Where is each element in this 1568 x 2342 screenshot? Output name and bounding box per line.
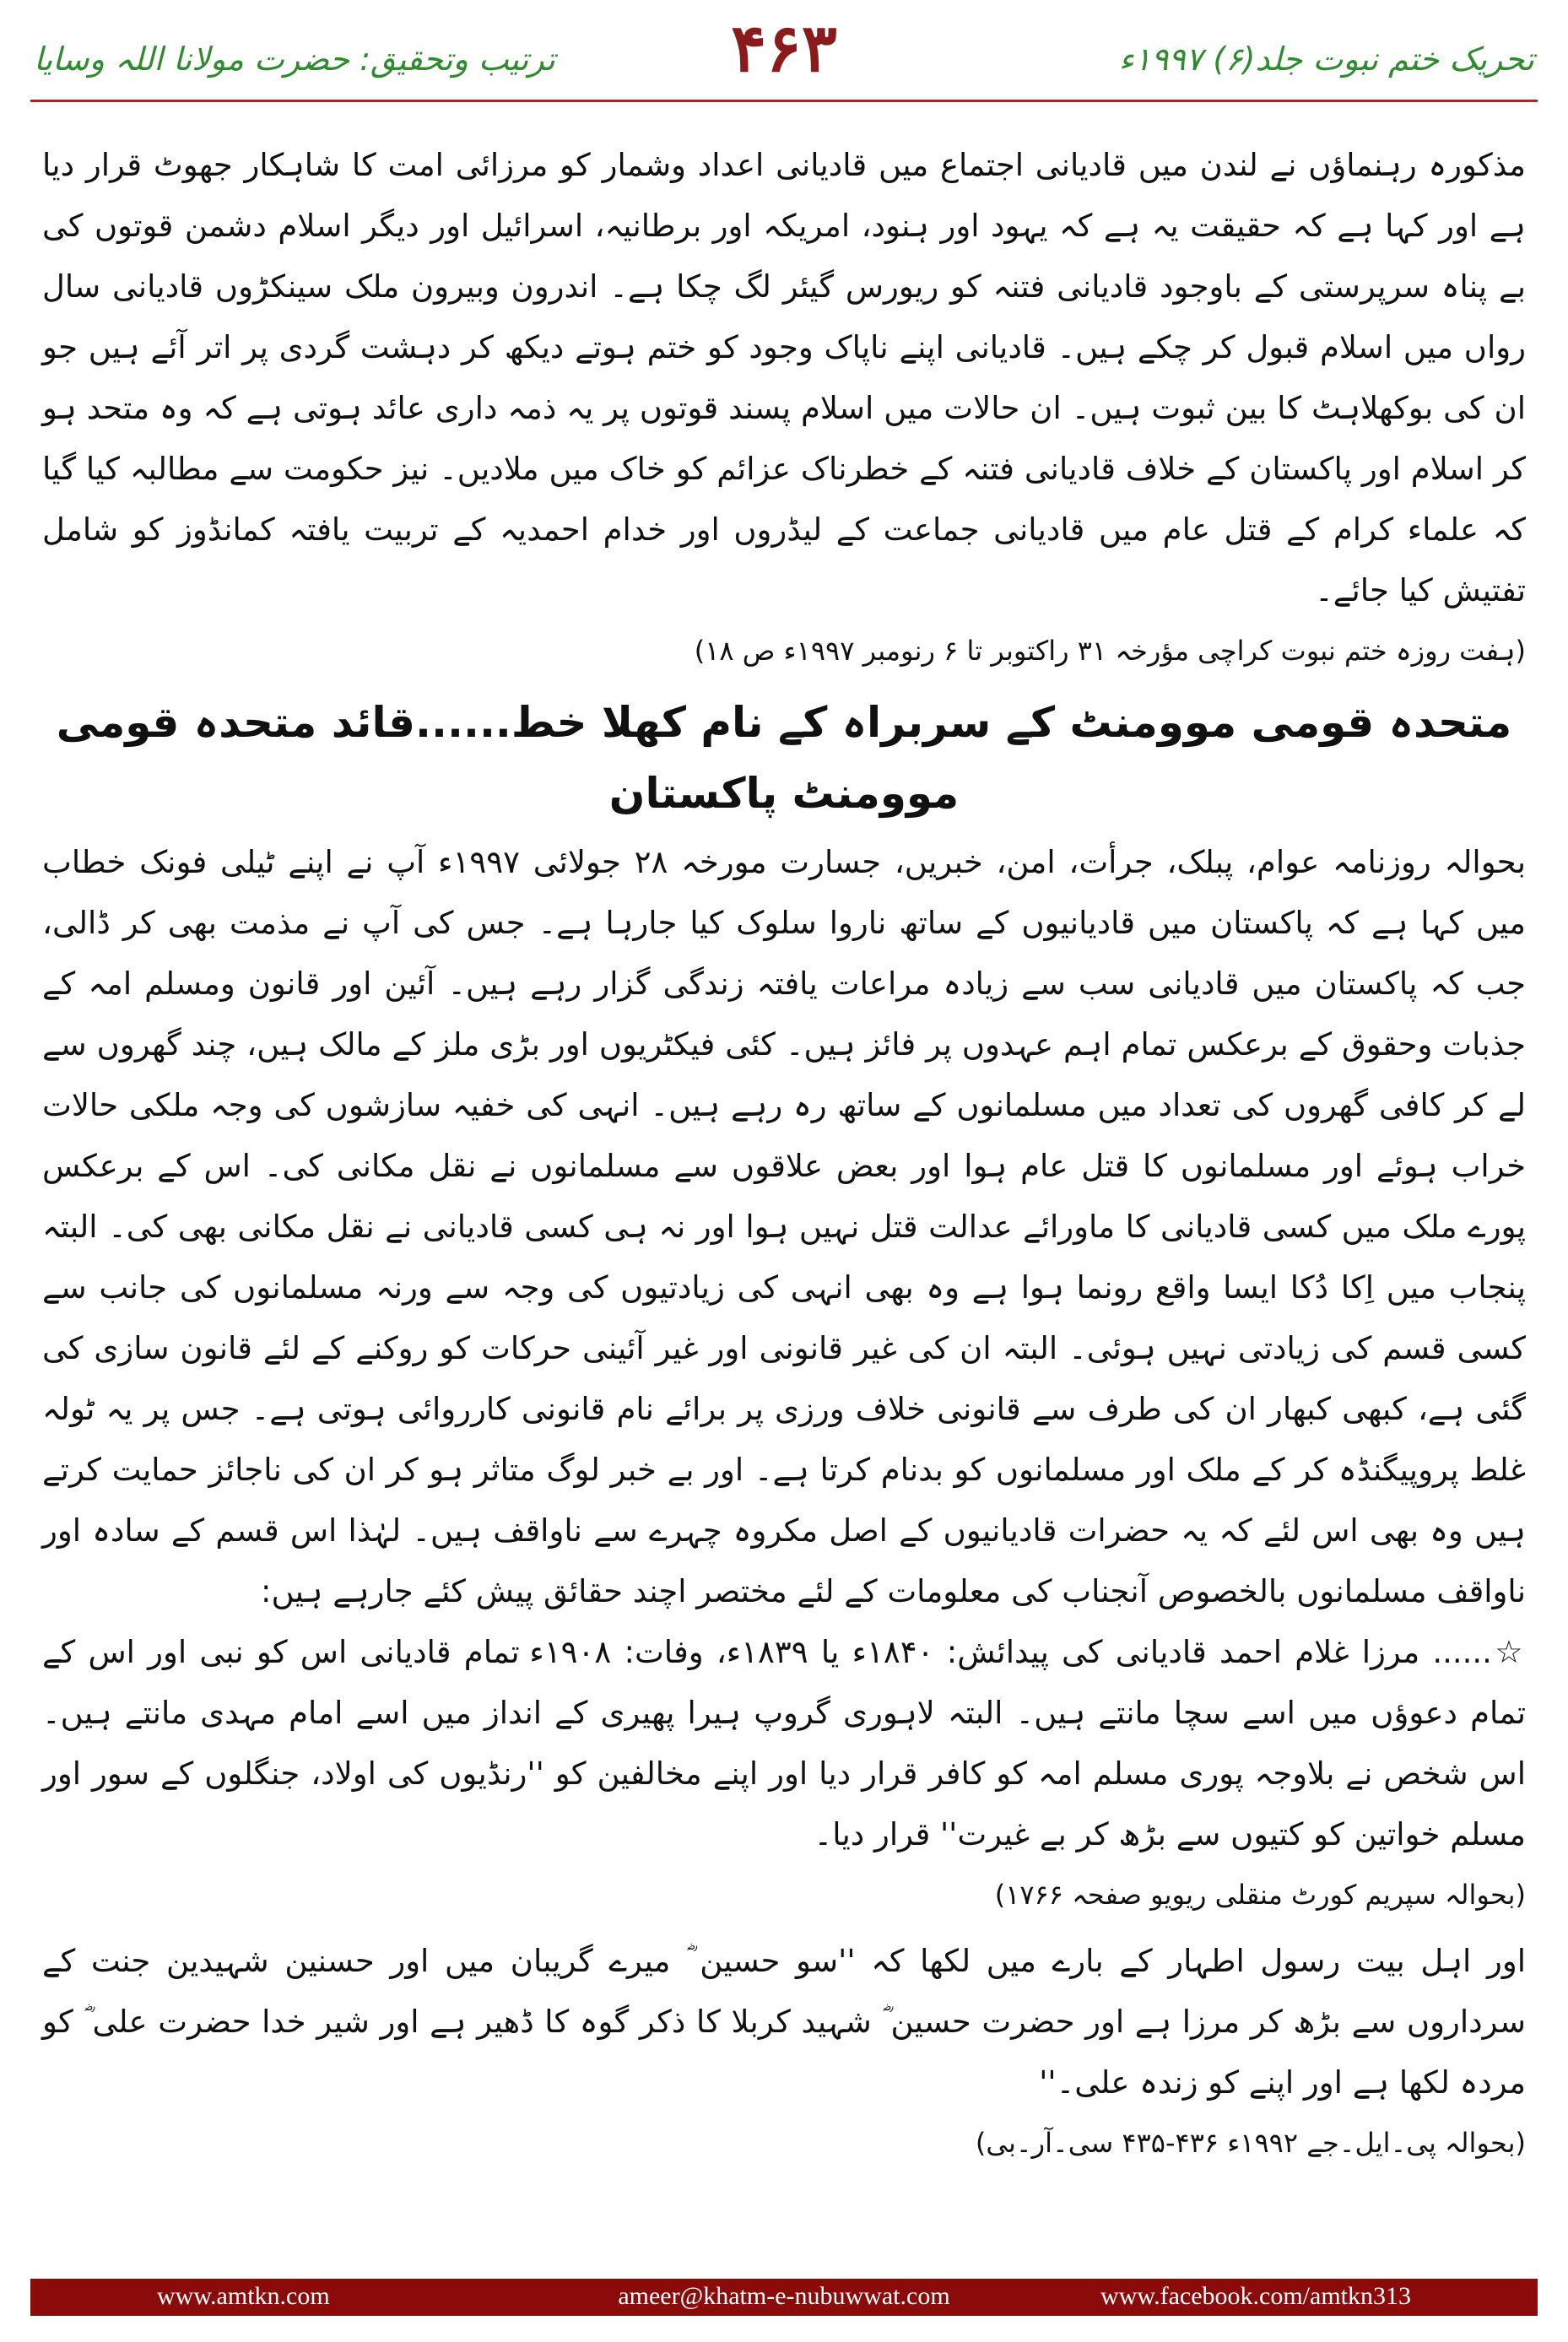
star-bullet: ☆...... xyxy=(1432,1634,1526,1670)
header-rule xyxy=(30,100,1538,102)
footer-email-link[interactable]: ameer@khatm-e-nubuwwat.com xyxy=(618,2282,950,2310)
paragraph-3 xyxy=(42,1622,1526,1865)
section-heading: متحدہ قومی موومنٹ کے سربراہ کے نام کھلا خط......قائد متحدہ قومی موومنٹ پاکستان xyxy=(56,698,1512,818)
page-footer xyxy=(30,2279,1538,2316)
footer-facebook-link[interactable]: www.facebook.com/amtkn313 xyxy=(1100,2282,1411,2310)
page-body xyxy=(42,135,1526,2179)
paragraph-2: بحوالہ روزنامہ عوام، پبلک، جرأت، امن، خبریں، جسارت مورخہ ۲۸ جولائی ۱۹۹۷ء آپ نے اپنے ٹیلی فونک خطاب میں کہا ہے کہ پاکستان میں قادیانیوں کے ساتھ ناروا سلوک کیا جارہا ہے۔ جس کی آپ نے مذمت بھی کر ڈالی، جب کہ پاکستان میں قادیانی سب سے زیادہ مراعات یافتہ زندگی گزار رہے ہیں۔ آئین اور قانون ومسلم امہ کے جذبات وحقوق کے برعکس تمام اہم عہدوں پر فائز ہیں۔ کئی فیکٹریوں اور بڑی ملز کے مالک ہیں، چند گھروں سے لے کر کافی گھروں کی تعداد میں مسلمانوں کے ساتھ رہ رہے ہیں۔ انہی کی خفیہ سازشوں کی وجہ ملکی حالات خراب ہوئے اور مسلمانوں کا قتل عام ہوا اور بعض علاقوں سے مسلمانوں نے نقل مکانی کی۔ اس کے برعکس پورے ملک میں کسی قادیانی کا ماورائے عدالت قتل نہیں ہوا اور نہ ہی کسی قادیانی نے نقل مکانی بھی کی۔ البتہ پنجاب میں اِکا دُکا ایسا واقع رونما ہوا ہے وہ بھی انہی کی زیادتیوں کی وجہ سے ورنہ مسلمانوں کی جانب سے کسی قسم کی زیادتی نہیں ہوئی۔ البتہ ان کی غیر قانونی اور غیر آئینی حرکات کو روکنے کے لئے قانون سازی کی گئی ہے، کبھی کبھار ان کی طرف سے قانونی خلاف ورزی پر برائے نام قانونی کارروائی ہوتی ہے۔ جس پر یہ ٹولہ غلط پروپیگنڈہ کر کے ملک اور مسلمانوں کو بدنام کرتا ہے۔ اور بے خبر لوگ متاثر ہو کر ان کی ناجائز حمایت کرتے ہیں وہ بھی اس لئے کہ یہ حضرات قادیانیوں کے اصل مکروہ چہرے سے ناواقف ہیں۔ لہٰذا اس قسم کے سادہ اور ناواقف مسلمانوں بالخصوص آنجناب کی معلومات کے لئے مختصر اچند حقائق پیش کئے جارہے ہیں: xyxy=(42,844,1526,1609)
paragraph-1: مذکورہ رہنماؤں نے لندن میں قادیانی اجتماع میں قادیانی اعداد وشمار کو مرزائی امت کا شاہکار جھوٹ قرار دیا ہے اور کہا ہے کہ حقیقت یہ ہے کہ یہود اور ہنود، امریکہ اور برطانیہ، اسرائیل اور دیگر اسلام دشمن قوتوں کی بے پناہ سرپرستی کے باوجود قادیانی فتنہ کو ریورس گیئر لگ چکا ہے۔ اندرون وبیرون ملک سینکڑوں قادیانی سال رواں میں اسلام قبول کر چکے ہیں۔ قادیانی اپنے ناپاک وجود کو ختم ہوتے دیکھ کر دہشت گردی پر اتر آئے ہیں جو ان کی بوکھلاہٹ کا بین ثبوت ہیں۔ ان حالات میں اسلام پسند قوتوں پر یہ ذمہ داری عائد ہوتی ہے کہ وہ متحد ہو کر اسلام اور پاکستان کے خلاف قادیانی فتنہ کے خطرناک عزائم کو خاک میں ملادیں۔ نیز حکومت سے مطالبہ کیا گیا کہ علماء کرام کے قتل عام میں قادیانی جماعت کے لیڈروں اور خدام احمدیہ کے تربیت یافتہ کمانڈوز کو شامل تفتیش کیا جائے۔ xyxy=(42,147,1526,608)
citation-2: (بحوالہ سپریم کورٹ منقلی ریویو صفحہ ۱۷۶۶) xyxy=(994,1879,1526,1911)
page-number: ۴۶۳ xyxy=(731,10,837,87)
footer-website-link[interactable]: www.amtkn.com xyxy=(157,2282,330,2310)
citation-3: (بحوالہ پی۔ایل۔جے ۱۹۹۲ء ۴۳۶-۴۳۵ سی۔آر۔بی) xyxy=(975,2127,1526,2159)
citation-1: (ہفت روزہ ختم نبوت کراچی مؤرخہ ۳۱ راکتوبر تا ۶ رنومبر ۱۹۹۷ء ص ۱۸) xyxy=(694,635,1526,667)
header-book-title: تحریک ختم نبوت جلد(۶) ۱۹۹۷ء xyxy=(1118,41,1534,78)
header-compiler-credit: ترتیب وتحقیق: حضرت مولانا اللہ وسایا xyxy=(34,41,555,78)
paragraph-4: اور اہل بیت رسول اطہار کے بارے میں لکھا کہ ''سو حسین ؓ میرے گریبان میں اور حسنین شہیدین جنت کے سرداروں سے بڑھ کر مرزا ہے اور حضرت حسین ؓ شہید کربلا کا ذکر گوہ کا ڈھیر ہے اور شیر خدا حضرت علی ؓ کو مردہ لکھا ہے اور اپنے کو زندہ علی۔'' xyxy=(42,1943,1526,2101)
paragraph-3-text: مرزا غلام احمد قادیانی کی پیدائش: ۱۸۴۰ء یا ۱۸۳۹ء، وفات: ۱۹۰۸ء تمام قادیانی اس کو نبی اور اس کے تمام دعوؤں میں اسے سچا مانتے ہیں۔ البتہ لاہوری گروپ ہیرا پھیری کے انداز میں اسے امام مہدی مانتے ہیں۔ اس شخص نے بلاوجہ پوری مسلم امہ کو کافر قرار دیا اور اپنے مخالفین کو ''رنڈیوں کی اولاد، جنگلوں کے سور اور مسلم خواتین کو کتیوں سے بڑھ کر بے غیرت'' قرار دیا۔ xyxy=(42,1634,1526,1853)
